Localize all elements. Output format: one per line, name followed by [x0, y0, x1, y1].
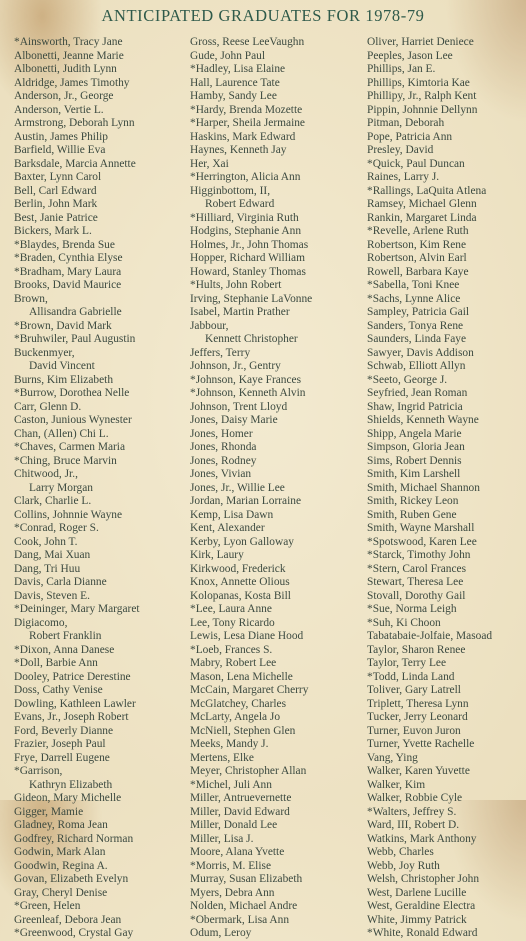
graduate-name: *Burrow, Dorothea Nelle: [14, 387, 130, 399]
graduate-name: McNiell, Stephen Glen: [190, 724, 296, 737]
graduate-name: *Hardy, Brenda Mozette: [190, 103, 303, 116]
graduate-name: Johnson, Trent Lloyd: [190, 400, 288, 413]
graduate-name: *Bruhwiler, Paul Augustin: [14, 333, 136, 345]
graduate-name: Nolden, Michael Andre: [190, 900, 298, 912]
name-column-3: [367, 36, 526, 941]
graduate-name: Smith, Wayne Marshall: [367, 522, 475, 534]
graduate-name: McLarty, Angela Jo: [190, 711, 281, 723]
graduate-name: Smith, Kim Larshell: [367, 468, 461, 480]
graduate-name: Austin, James Philip: [14, 130, 108, 143]
graduate-name: Stovall, Dorothy Gail: [367, 589, 466, 602]
graduate-name: Best, Janie Patrice: [14, 211, 98, 224]
graduate-name: Davis, Carla Dianne: [14, 576, 107, 588]
graduate-name: *Michel, Juli Ann: [190, 778, 272, 791]
graduate-name: Toliver, Gary Latrell: [367, 684, 461, 696]
graduate-name: Pippin, Johnnie Dellynn: [367, 103, 478, 116]
graduate-name: Webb, Joy Ruth: [367, 859, 440, 872]
graduate-name: Jones, Rhonda: [190, 441, 257, 453]
graduate-name: Jeffers, Terry: [190, 346, 251, 359]
graduate-name: Simpson, Gloria Jean: [367, 441, 465, 453]
graduate-name: *Braden, Cynthia Elyse: [14, 252, 123, 264]
graduate-name: Kathryn Elizabeth: [29, 778, 113, 791]
graduate-name: Anderson, Jr., George: [14, 90, 114, 102]
graduate-name: Davis, Steven E.: [14, 589, 90, 602]
graduate-name: Mason, Lena Michelle: [190, 670, 293, 683]
graduate-name: Kerby, Lyon Galloway: [190, 535, 294, 548]
graduate-name: Bickers, Mark L.: [14, 225, 92, 237]
graduate-name: Kolopanas, Kosta Bill: [190, 589, 291, 602]
graduate-name: *Greenwood, Crystal Gay: [14, 927, 134, 939]
graduate-name: Seyfried, Jean Roman: [367, 387, 468, 399]
name-column-2: [190, 36, 366, 941]
graduate-name: Bell, Carl Edward: [14, 184, 97, 197]
graduate-name: *Todd, Linda Land: [367, 670, 455, 683]
graduate-name: Cook, John T.: [14, 535, 78, 548]
page-title: ANTICIPATED GRADUATES FOR 1978-79: [101, 6, 425, 25]
graduate-name: Haynes, Kenneth Jay: [190, 144, 287, 156]
graduate-name: Walker, Kim: [367, 778, 426, 791]
graduate-name: Saunders, Linda Faye: [367, 333, 467, 345]
graduate-name: Gladney, Roma Jean: [14, 819, 108, 831]
graduate-name: Larry Morgan: [29, 481, 93, 494]
graduate-name: Smith, Michael Shannon: [367, 481, 480, 494]
graduate-name: Robert Franklin: [29, 630, 102, 642]
graduate-name: Robertson, Alvin Earl: [367, 252, 467, 264]
graduate-name: *Deininger, Mary Margaret: [14, 603, 140, 615]
graduate-name: *Herrington, Alicia Ann: [190, 171, 301, 183]
graduate-name: Dang, Mai Xuan: [14, 549, 91, 561]
graduate-name: Sims, Robert Dennis: [367, 454, 462, 467]
graduate-name: Gigger, Mamie: [14, 805, 84, 818]
graduate-name: Greenleaf, Debora Jean: [14, 913, 122, 926]
graduate-name: Jones, Jr., Willie Lee: [190, 481, 285, 494]
graduate-name: Turner, Yvette Rachelle: [367, 738, 475, 750]
graduate-name: Presley, David: [367, 144, 434, 156]
graduate-name: Kennett Christopher: [205, 333, 298, 345]
graduate-name: McCain, Margaret Cherry: [190, 684, 309, 696]
graduate-name: Hamby, Sandy Lee: [190, 90, 277, 102]
graduate-name: Myers, Debra Ann: [190, 886, 275, 899]
graduate-name: Miller, Lisa J.: [190, 832, 254, 845]
graduate-name: Shipp, Angela Marie: [367, 427, 462, 440]
graduate-name: Irving, Stephanie LaVonne: [190, 292, 313, 305]
graduate-name: Smith, Rickey Leon: [367, 495, 459, 507]
graduate-name: *Suh, Ki Choon: [367, 616, 441, 629]
graduate-name: Ramsey, Michael Glenn: [367, 198, 477, 210]
graduate-name: Aldridge, James Timothy: [14, 76, 130, 89]
graduate-name: Smith, Ruben Gene: [367, 508, 457, 521]
graduate-name: *Stern, Carol Frances: [367, 562, 467, 575]
graduate-name: Jones, Vivian: [190, 468, 252, 480]
graduate-name: Hodgins, Stephanie Ann: [190, 225, 302, 237]
graduate-name: Shields, Kenneth Wayne: [367, 414, 479, 426]
graduate-name: *Quick, Paul Duncan: [367, 157, 465, 170]
graduate-name: *Doll, Barbie Ann: [14, 657, 98, 669]
graduate-name: Baxter, Lynn Carol: [14, 171, 102, 183]
graduate-name: Shaw, Ingrid Patricia: [367, 400, 463, 413]
graduate-name: Peeples, Jason Lee: [367, 49, 453, 62]
graduate-name: Miller, Donald Lee: [190, 819, 278, 831]
graduate-name: Goodwin, Regina A.: [14, 859, 108, 872]
graduate-name: Albonetti, Judith Lynn: [14, 63, 117, 75]
graduate-name: Pope, Patricia Ann: [367, 130, 453, 143]
graduate-name: *Chaves, Carmen Maria: [14, 441, 126, 453]
graduate-name: Webb, Charles: [367, 846, 434, 858]
graduate-name: *Hilliard, Virginia Ruth: [190, 211, 299, 224]
graduate-name: *Revelle, Arlene Ruth: [367, 225, 469, 237]
graduate-name: Frye, Darrell Eugene: [14, 751, 110, 764]
graduate-name: Doss, Cathy Venise: [14, 684, 103, 696]
graduate-name: Mabry, Robert Lee: [190, 657, 277, 669]
graduate-name: Dang, Tri Huu: [14, 562, 81, 575]
graduate-name: Evans, Jr., Joseph Robert: [14, 711, 129, 723]
graduate-name: Meyer, Christopher Allan: [190, 765, 307, 777]
graduate-name: Sawyer, Davis Addison: [367, 346, 474, 359]
graduate-name: Caston, Junious Wynester: [14, 414, 132, 426]
graduate-name: Dooley, Patrice Derestine: [14, 670, 131, 683]
graduate-name: Tabatabaie-Jolfaie, Masoad: [367, 630, 493, 642]
graduate-name: Chitwood, Jr.,: [14, 468, 78, 480]
graduate-name: Stewart, Theresa Lee: [367, 576, 464, 588]
name-column-1: [14, 36, 190, 941]
graduate-name: Ford, Beverly Dianne: [14, 724, 114, 737]
graduate-name: Ward, III, Robert D.: [367, 819, 460, 831]
graduate-name: *Brown, David Mark: [14, 319, 112, 332]
graduate-name: Anderson, Vertie L.: [14, 103, 104, 116]
graduate-name: Taylor, Terry Lee: [367, 657, 447, 669]
graduate-name: Kemp, Lisa Dawn: [190, 508, 274, 521]
graduate-name: *Sachs, Lynne Alice: [367, 292, 461, 305]
graduate-name: Robert Edward: [205, 198, 275, 210]
graduate-name: *Hadley, Lisa Elaine: [190, 63, 286, 75]
graduate-name: Howard, Stanley Thomas: [190, 265, 306, 278]
graduate-name: Walker, Robbie Cyle: [367, 792, 463, 804]
graduate-name: Oliver, Harriet Deniece: [367, 36, 474, 48]
graduate-name: Jabbour,: [190, 319, 229, 332]
graduate-name: Hopper, Richard William: [190, 252, 305, 264]
graduate-name: Knox, Annette Olious: [190, 576, 290, 588]
graduate-name: *Blaydes, Brenda Sue: [14, 238, 115, 251]
graduate-name: *White, Ronald Edward: [367, 927, 478, 939]
graduate-name: Gross, Reese LeeVaughn: [190, 36, 305, 48]
graduate-name: *Starck, Timothy John: [367, 549, 471, 561]
graduate-name: Armstrong, Deborah Lynn: [14, 117, 135, 129]
graduate-name: Albonetti, Jeanne Marie: [14, 49, 124, 62]
graduate-name: Frazier, Joseph Paul: [14, 738, 106, 750]
graduate-name: *Loeb, Frances S.: [190, 643, 273, 656]
graduate-name: Barksdale, Marcia Annette: [14, 157, 136, 170]
graduate-name: *Green, Helen: [14, 900, 81, 912]
graduate-name: Jordan, Marian Lorraine: [190, 495, 302, 507]
graduate-name: Phillips, Jan E.: [367, 63, 436, 75]
graduate-name: West, Darlene Lucille: [367, 886, 467, 899]
graduate-name: McGlatchey, Charles: [190, 697, 287, 710]
graduate-name: West, Geraldine Electra: [367, 900, 476, 912]
graduate-name: Gude, John Paul: [190, 49, 265, 62]
graduate-name: Watkins, Mark Anthony: [367, 832, 477, 845]
graduate-name: *Morris, M. Elise: [190, 859, 271, 872]
graduate-name: Phillips, Kimtoria Kae: [367, 76, 470, 89]
graduate-name: Higginbottom, II,: [190, 184, 271, 197]
graduate-name: Gideon, Mary Michelle: [14, 792, 122, 804]
graduate-name: Digiacomo,: [14, 616, 68, 629]
graduate-name: *Conrad, Roger S.: [14, 522, 99, 534]
graduate-name: Jones, Daisy Marie: [190, 414, 278, 426]
graduate-name: Allisandra Gabrielle: [29, 306, 122, 318]
graduate-name: Rowell, Barbara Kaye: [367, 265, 469, 278]
graduate-name: Pitman, Deborah: [367, 117, 445, 129]
graduate-list: [0, 36, 526, 939]
graduate-name: Her, Xai: [190, 157, 229, 170]
graduate-name: Hall, Laurence Tate: [190, 76, 280, 89]
graduate-name: *Lee, Laura Anne: [190, 603, 272, 615]
graduate-name: Collins, Johnnie Wayne: [14, 508, 123, 521]
graduate-name: Burns, Kim Elizabeth: [14, 373, 114, 386]
graduate-name: Holmes, Jr., John Thomas: [190, 238, 309, 251]
graduate-name: Barfield, Willie Eva: [14, 144, 106, 156]
graduate-name: Kirk, Laury: [190, 549, 244, 561]
graduate-name: Isabel, Martin Prather: [190, 306, 290, 318]
graduate-name: Kirkwood, Frederick: [190, 562, 286, 575]
graduate-name: *Johnson, Kenneth Alvin: [190, 387, 306, 399]
graduate-name: *Walters, Jeffrey S.: [367, 805, 457, 818]
graduate-name: Schwab, Elliott Allyn: [367, 360, 466, 372]
graduate-name: Lewis, Lesa Diane Hood: [190, 630, 304, 642]
graduate-name: Turner, Euvon Juron: [367, 724, 461, 737]
graduate-name: Kent, Alexander: [190, 522, 265, 534]
graduate-name: Jones, Rodney: [190, 454, 257, 467]
graduate-name: Taylor, Sharon Renee: [367, 643, 466, 656]
graduate-name: *Obermark, Lisa Ann: [190, 913, 290, 926]
graduate-name: *Hults, John Robert: [190, 279, 282, 291]
graduate-name: Phillipy, Jr., Ralph Kent: [367, 90, 477, 102]
graduate-name: Brown,: [14, 292, 48, 305]
graduate-name: *Bradham, Mary Laura: [14, 265, 122, 278]
graduate-name: Robertson, Kim Rene: [367, 238, 467, 251]
graduate-name: Meeks, Mandy J.: [190, 738, 269, 750]
graduate-name: Berlin, John Mark: [14, 198, 98, 210]
graduate-name: Sampley, Patricia Gail: [367, 306, 470, 318]
graduate-name: *Rallings, LaQuita Atlena: [367, 184, 487, 197]
graduate-name: Tucker, Jerry Leonard: [367, 711, 468, 723]
graduate-name: *Garrison,: [14, 765, 63, 777]
graduate-name: Murray, Susan Elizabeth: [190, 873, 303, 885]
graduate-name: Godfrey, Richard Norman: [14, 832, 134, 845]
graduate-name: David Vincent: [29, 360, 95, 372]
graduate-name: Rankin, Margaret Linda: [367, 211, 477, 224]
graduate-name: *Johnson, Kaye Frances: [190, 373, 302, 386]
graduate-name: *Ainsworth, Tracy Jane: [14, 36, 123, 48]
graduate-name: *Sue, Norma Leigh: [367, 603, 457, 615]
graduate-name: *Harper, Sheila Jermaine: [190, 117, 305, 129]
graduate-name: Welsh, Christopher John: [367, 873, 480, 885]
graduate-name: Miller, Antruevernette: [190, 792, 292, 804]
graduate-name: *Sabella, Toni Knee: [367, 279, 460, 291]
graduate-name: Carr, Glenn D.: [14, 400, 82, 413]
graduate-name: *Dixon, Anna Danese: [14, 643, 115, 656]
graduate-name: Gray, Cheryl Denise: [14, 886, 108, 899]
graduate-name: Godwin, Mark Alan: [14, 846, 106, 858]
graduate-name: Buckenmyer,: [14, 346, 75, 359]
graduate-name: Chan, (Allen) Chi L.: [14, 427, 109, 440]
graduate-name: *Seeto, George J.: [367, 373, 448, 386]
graduate-name: Jones, Homer: [190, 427, 253, 440]
graduate-name: Moore, Alana Yvette: [190, 846, 285, 858]
graduate-name: Sanders, Tonya Rene: [367, 319, 464, 332]
graduate-name: Miller, David Edward: [190, 805, 290, 818]
graduate-name: *Ching, Bruce Marvin: [14, 454, 117, 467]
graduate-name: Johnson, Jr., Gentry: [190, 360, 281, 372]
graduate-name: Mertens, Elke: [190, 751, 254, 764]
graduate-name: Raines, Larry J.: [367, 171, 440, 183]
graduate-name: Govan, Elizabeth Evelyn: [14, 873, 129, 885]
graduate-name: Vang, Ying: [367, 751, 418, 764]
graduate-name: Clark, Charlie L.: [14, 495, 92, 507]
graduate-name: Lee, Tony Ricardo: [190, 616, 275, 629]
graduate-name: Brooks, David Maurice: [14, 279, 122, 291]
graduate-name: Triplett, Theresa Lynn: [367, 697, 469, 710]
graduate-name: Haskins, Mark Edward: [190, 130, 296, 143]
graduate-name: Dowling, Kathleen Lawler: [14, 697, 136, 710]
graduate-name: Walker, Karen Yuvette: [367, 765, 470, 777]
graduate-name: Odum, Leroy: [190, 927, 252, 939]
graduate-name: White, Jimmy Patrick: [367, 913, 467, 926]
graduate-name: *Spotswood, Karen Lee: [367, 535, 477, 548]
